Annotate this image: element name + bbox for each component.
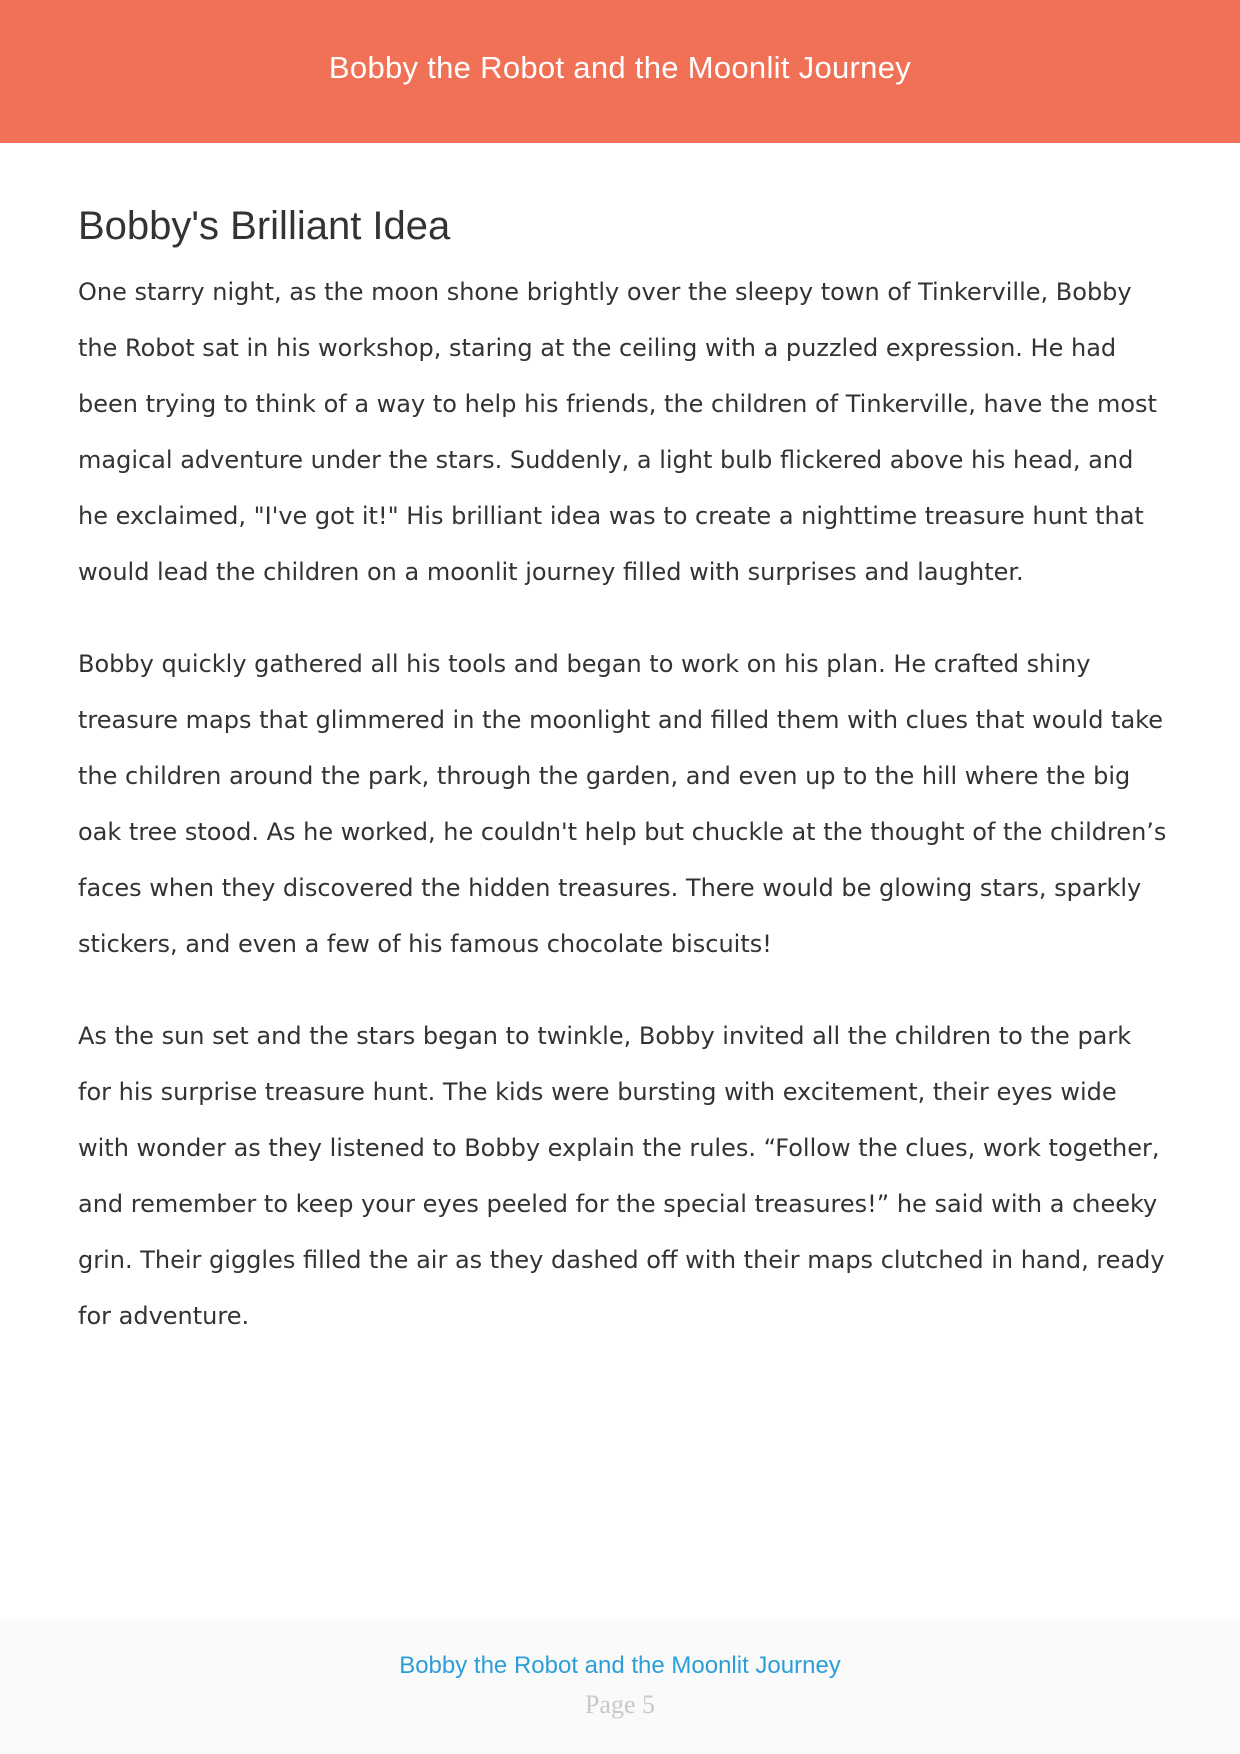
story-paragraph-1: One starry night, as the moon shone brightly over the sleepy town of Tinkerville, Bobby the Robot sat in his workshop, staring at the ceiling with a puzzled expression. He had been trying to think of a way to help his friends, the children of Tinkerville, have the most magical adventure under the stars. Suddenly, a light bulb flickered above his head, and he exclaimed, "I've got it!" His brilliant idea was to create a nighttime treasure hunt that would lead the children on a moonlit journey filled with surprises and laughter.: [78, 278, 1157, 586]
page-footer: [0, 1619, 1240, 1754]
page-content: [78, 198, 1168, 1380]
story-paragraph-2: Bobby quickly gathered all his tools and began to work on his plan. He crafted shiny treasure maps that glimmered in the moonlight and filled them with clues that would take the children around the park, through the garden, and even up to the hill where the big oak tree stood. As he worked, he couldn't help but chuckle at the thought of the children’s faces when they discovered the hidden treasures. There would be glowing stars, sparkly stickers, and even a few of his famous chocolate biscuits!: [78, 650, 1167, 958]
header-title: Bobby the Robot and the Moonlit Journey: [328, 50, 912, 85]
footer-title: Bobby the Robot and the Moonlit Journey: [399, 1652, 841, 1679]
chapter-title: Bobby's Brilliant Idea: [78, 204, 451, 248]
page-number: Page 5: [584, 1690, 656, 1719]
story-paragraph-3: As the sun set and the stars began to twinkle, Bobby invited all the children to the park for his surprise treasure hunt. The kids were bursting with excitement, their eyes wide with wonder as they listened to Bobby explain the rules. “Follow the clues, work together, and remember to keep your eyes peeled for the special treasures!” he said with a cheeky grin. Their giggles filled the air as they dashed off with their maps clutched in hand, ready for adventure.: [78, 1022, 1165, 1330]
